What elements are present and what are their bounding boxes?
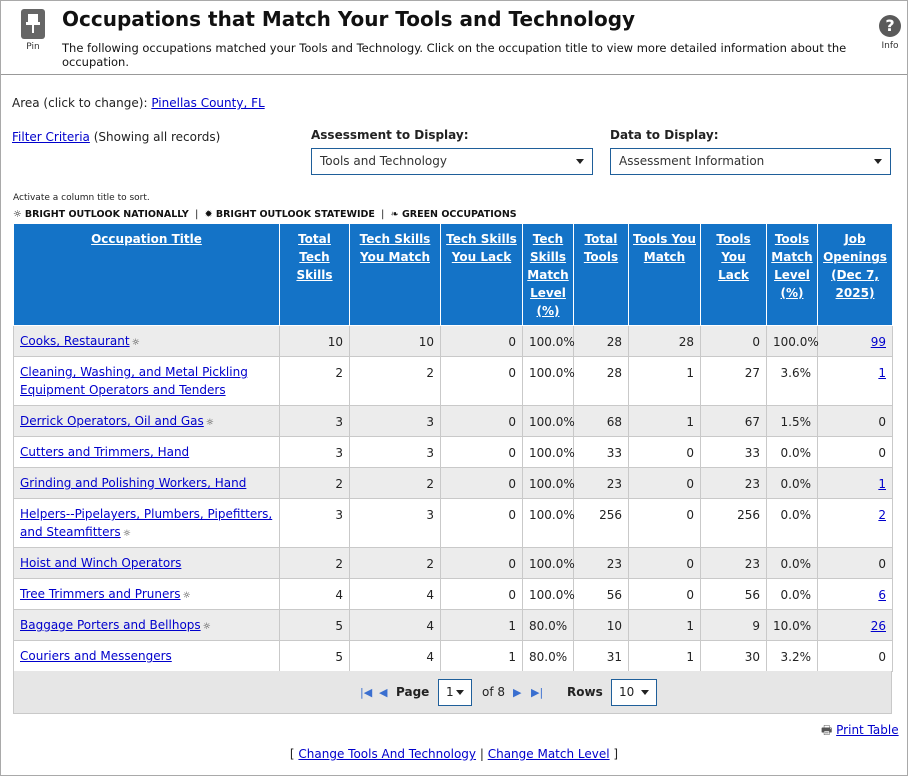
table-header-row <box>14 224 893 326</box>
table-row <box>14 437 893 468</box>
value-cell: 0.0% <box>767 437 818 468</box>
value-cell: 31 <box>574 641 629 672</box>
value-cell: 56 <box>574 579 629 610</box>
value-cell: 3 <box>280 406 350 437</box>
sort-link[interactable]: Tech Skills Match Level (%) <box>527 232 569 318</box>
value-cell: 0 <box>701 326 767 357</box>
table-row <box>14 499 893 548</box>
job-openings-link[interactable]: 26 <box>870 619 886 633</box>
value-cell: 3.2% <box>767 641 818 672</box>
change-tools-link[interactable]: Change Tools And Technology <box>298 747 477 761</box>
occupation-link[interactable]: Cleaning, Washing, and Metal Pickling Equipment Operators and Tenders <box>20 365 248 397</box>
sort-hint: Activate a column title to sort. <box>13 193 150 203</box>
filter-note: (Showing all records) <box>93 130 221 144</box>
rows-select[interactable] <box>611 679 657 706</box>
occupation-cell <box>14 326 280 357</box>
bright-outlook-icon: ☼ <box>182 591 191 601</box>
job-openings-link[interactable]: 2 <box>878 508 886 522</box>
occupation-link[interactable]: Hoist and Winch Operators <box>20 556 182 570</box>
value-cell: 4 <box>350 579 441 610</box>
occupation-cell <box>14 406 280 437</box>
value-cell: 0 <box>441 357 523 406</box>
bright-outlook-icon: ☼ <box>131 338 140 348</box>
job-openings-cell <box>818 610 893 641</box>
occupation-link[interactable]: Baggage Porters and Bellhops <box>20 618 201 632</box>
value-cell: 1 <box>441 641 523 672</box>
legend-national: BRIGHT OUTLOOK NATIONALLY <box>24 209 189 220</box>
pin-label: Pin <box>26 42 40 52</box>
filter-criteria-link[interactable]: Filter Criteria <box>12 130 90 144</box>
job-openings-link[interactable]: 1 <box>878 366 886 380</box>
assessment-label: Assessment to Display: <box>311 128 469 142</box>
job-openings-cell: 0 <box>818 406 893 437</box>
col-header[interactable] <box>523 224 574 326</box>
value-cell: 2 <box>280 548 350 579</box>
value-cell: 10.0% <box>767 610 818 641</box>
area-label: Area (click to change): <box>12 96 148 110</box>
sort-link[interactable]: Total Tools <box>583 232 619 264</box>
value-cell: 100.0% <box>523 326 574 357</box>
legend-green: GREEN OCCUPATIONS <box>401 209 517 220</box>
value-cell: 10 <box>280 326 350 357</box>
legend-statewide: BRIGHT OUTLOOK STATEWIDE <box>215 209 375 220</box>
occupation-cell <box>14 357 280 406</box>
job-openings-cell <box>818 579 893 610</box>
occupation-link[interactable]: Cooks, Restaurant <box>20 334 130 348</box>
data-display-select[interactable] <box>610 148 891 175</box>
pin-icon <box>21 9 45 39</box>
value-cell: 3 <box>350 499 441 548</box>
occupation-cell <box>14 499 280 548</box>
col-header[interactable] <box>767 224 818 326</box>
value-cell: 9 <box>701 610 767 641</box>
sort-link[interactable]: Tech Skills You Lack <box>446 232 517 264</box>
value-cell: 68 <box>574 406 629 437</box>
value-cell: 2 <box>350 548 441 579</box>
value-cell: 100.0% <box>767 326 818 357</box>
value-cell: 2 <box>350 468 441 499</box>
sort-link[interactable]: Tools You Match <box>633 232 696 264</box>
pager <box>13 671 892 714</box>
value-cell: 100.0% <box>523 357 574 406</box>
occupations-table <box>13 223 893 672</box>
value-cell: 0 <box>441 437 523 468</box>
assessment-block <box>311 128 593 175</box>
col-header[interactable] <box>574 224 629 326</box>
value-cell: 100.0% <box>523 468 574 499</box>
value-cell: 23 <box>574 548 629 579</box>
info-label: Info <box>881 41 899 51</box>
occupation-link[interactable]: Cutters and Trimmers, Hand <box>20 445 190 459</box>
value-cell: 1 <box>629 610 701 641</box>
value-cell: 3 <box>280 437 350 468</box>
value-cell: 10 <box>350 326 441 357</box>
value-cell: 23 <box>701 548 767 579</box>
value-cell: 3 <box>280 499 350 548</box>
col-header[interactable] <box>818 224 893 326</box>
occupation-cell <box>14 641 280 672</box>
job-openings-cell: 0 <box>818 437 893 468</box>
page-select[interactable] <box>438 679 472 706</box>
value-cell: 33 <box>574 437 629 468</box>
value-cell: 0 <box>629 499 701 548</box>
data-display-value: Assessment Information <box>619 154 765 168</box>
occupation-link[interactable]: Couriers and Messengers <box>20 649 172 663</box>
value-cell: 23 <box>701 468 767 499</box>
sort-link[interactable]: Tools You Lack <box>716 232 751 282</box>
job-openings-cell <box>818 326 893 357</box>
page-header <box>1 1 907 75</box>
value-cell: 67 <box>701 406 767 437</box>
value-cell: 0 <box>441 326 523 357</box>
value-cell: 100.0% <box>523 579 574 610</box>
chevron-down-icon <box>641 690 649 695</box>
chevron-down-icon <box>874 159 882 164</box>
sort-link[interactable]: Total Tech Skills <box>296 232 333 282</box>
value-cell: 0 <box>441 579 523 610</box>
value-cell: 3 <box>350 406 441 437</box>
value-cell: 5 <box>280 641 350 672</box>
page-subtitle: The following occupations matched your Tools and Technology. Click on the occupation title to view more detailed information about the occupation. <box>62 41 847 69</box>
link-separator: | <box>479 747 484 761</box>
last-page-icon[interactable]: ▶| <box>531 686 544 699</box>
legend <box>13 209 517 220</box>
legend-separator: | <box>195 209 199 220</box>
print-table[interactable] <box>821 721 899 742</box>
pin-button[interactable] <box>17 9 49 52</box>
job-openings-cell <box>818 357 893 406</box>
value-cell: 0 <box>441 468 523 499</box>
value-cell: 0 <box>441 548 523 579</box>
legend-separator: | <box>381 209 385 220</box>
value-cell: 28 <box>574 357 629 406</box>
value-cell: 0 <box>629 579 701 610</box>
help-icon: ? <box>879 15 901 37</box>
occupation-cell <box>14 579 280 610</box>
value-cell: 1 <box>629 641 701 672</box>
job-openings-cell: 0 <box>818 641 893 672</box>
table-row <box>14 357 893 406</box>
value-cell: 33 <box>701 437 767 468</box>
rows-value: 10 <box>619 685 635 699</box>
value-cell: 0.0% <box>767 579 818 610</box>
value-cell: 0 <box>629 437 701 468</box>
sun-icon: ☼ <box>13 209 22 220</box>
job-openings-link[interactable]: 6 <box>878 588 886 602</box>
leaf-icon: ❧ <box>390 209 399 220</box>
occupation-link[interactable]: Tree Trimmers and Pruners <box>20 587 181 601</box>
value-cell: 100.0% <box>523 437 574 468</box>
job-openings-cell: 0 <box>818 548 893 579</box>
sort-link[interactable]: Occupation Title <box>91 232 202 246</box>
value-cell: 256 <box>701 499 767 548</box>
value-cell: 1 <box>629 406 701 437</box>
value-cell: 4 <box>350 610 441 641</box>
value-cell: 28 <box>629 326 701 357</box>
occupation-link[interactable]: Helpers--Pipelayers, Plumbers, Pipefitters, and Steamfitters <box>20 507 273 539</box>
sunburst-icon: ✹ <box>204 209 213 220</box>
bright-outlook-icon: ☼ <box>205 418 214 428</box>
assessment-select[interactable] <box>311 148 593 175</box>
info-button[interactable] <box>875 15 905 51</box>
print-table-link[interactable]: Print Table <box>836 723 899 737</box>
occupation-link[interactable]: Derrick Operators, Oil and Gas <box>20 414 204 428</box>
bright-outlook-icon: ☼ <box>202 622 211 632</box>
table-row <box>14 641 893 672</box>
page-label: Page <box>396 685 430 699</box>
page-value: 1 <box>446 685 454 699</box>
value-cell: 2 <box>280 468 350 499</box>
value-cell: 80.0% <box>523 610 574 641</box>
value-cell: 0 <box>441 406 523 437</box>
value-cell: 0 <box>441 499 523 548</box>
job-openings-link[interactable]: 1 <box>878 477 886 491</box>
value-cell: 0 <box>629 468 701 499</box>
value-cell: 23 <box>574 468 629 499</box>
value-cell: 3.6% <box>767 357 818 406</box>
chevron-down-icon <box>456 690 464 695</box>
first-page-icon[interactable]: |◀ <box>360 686 373 699</box>
bracket-close: ] <box>613 747 619 761</box>
value-cell: 0.0% <box>767 499 818 548</box>
table-row <box>14 579 893 610</box>
table-row <box>14 406 893 437</box>
value-cell: 4 <box>280 579 350 610</box>
value-cell: 2 <box>280 357 350 406</box>
assessment-value: Tools and Technology <box>320 154 447 168</box>
occupation-link[interactable]: Grinding and Polishing Workers, Hand <box>20 476 247 490</box>
value-cell: 1 <box>629 357 701 406</box>
bracket-open: [ <box>289 747 295 761</box>
printer-icon: 🖶 <box>821 723 833 737</box>
filter-criteria <box>12 130 220 144</box>
value-cell: 28 <box>574 326 629 357</box>
value-cell: 27 <box>701 357 767 406</box>
col-header[interactable] <box>701 224 767 326</box>
area-selector <box>12 96 265 110</box>
page-count: of 8 <box>482 685 506 699</box>
value-cell: 1.5% <box>767 406 818 437</box>
value-cell: 256 <box>574 499 629 548</box>
value-cell: 0.0% <box>767 468 818 499</box>
table-row <box>14 548 893 579</box>
table-row <box>14 468 893 499</box>
job-openings-cell <box>818 468 893 499</box>
value-cell: 4 <box>350 641 441 672</box>
value-cell: 2 <box>350 357 441 406</box>
page-title: Occupations that Match Your Tools and Technology <box>62 7 636 31</box>
next-page-icon[interactable]: ▶ <box>513 686 522 699</box>
value-cell: 100.0% <box>523 548 574 579</box>
data-display-block <box>610 128 891 175</box>
occupation-cell <box>14 437 280 468</box>
value-cell: 10 <box>574 610 629 641</box>
change-match-link[interactable]: Change Match Level <box>487 747 610 761</box>
value-cell: 0.0% <box>767 548 818 579</box>
rows-label: Rows <box>567 685 603 699</box>
value-cell: 1 <box>441 610 523 641</box>
value-cell: 0 <box>629 548 701 579</box>
col-header[interactable] <box>441 224 523 326</box>
col-header[interactable] <box>350 224 441 326</box>
occupation-cell <box>14 610 280 641</box>
chevron-down-icon <box>576 159 584 164</box>
col-header[interactable] <box>629 224 701 326</box>
value-cell: 80.0% <box>523 641 574 672</box>
sort-link[interactable]: Tools Match Level (%) <box>771 232 813 300</box>
sort-link[interactable]: Tech Skills You Match <box>359 232 431 264</box>
col-header[interactable] <box>14 224 280 326</box>
bright-outlook-icon: ☼ <box>122 529 131 539</box>
table-row <box>14 326 893 357</box>
value-cell: 5 <box>280 610 350 641</box>
data-display-label: Data to Display: <box>610 128 719 142</box>
value-cell: 100.0% <box>523 499 574 548</box>
sort-link[interactable]: Job Openings (Dec 7, 2025) <box>823 232 887 300</box>
value-cell: 100.0% <box>523 406 574 437</box>
table-row <box>14 610 893 641</box>
value-cell: 30 <box>701 641 767 672</box>
bottom-links <box>1 747 907 761</box>
occupation-cell <box>14 548 280 579</box>
job-openings-link[interactable]: 99 <box>870 335 886 349</box>
value-cell: 56 <box>701 579 767 610</box>
occupation-cell <box>14 468 280 499</box>
prev-page-icon[interactable]: ◀ <box>379 686 388 699</box>
col-header[interactable] <box>280 224 350 326</box>
area-link[interactable]: Pinellas County, FL <box>151 96 265 110</box>
value-cell: 3 <box>350 437 441 468</box>
job-openings-cell <box>818 499 893 548</box>
